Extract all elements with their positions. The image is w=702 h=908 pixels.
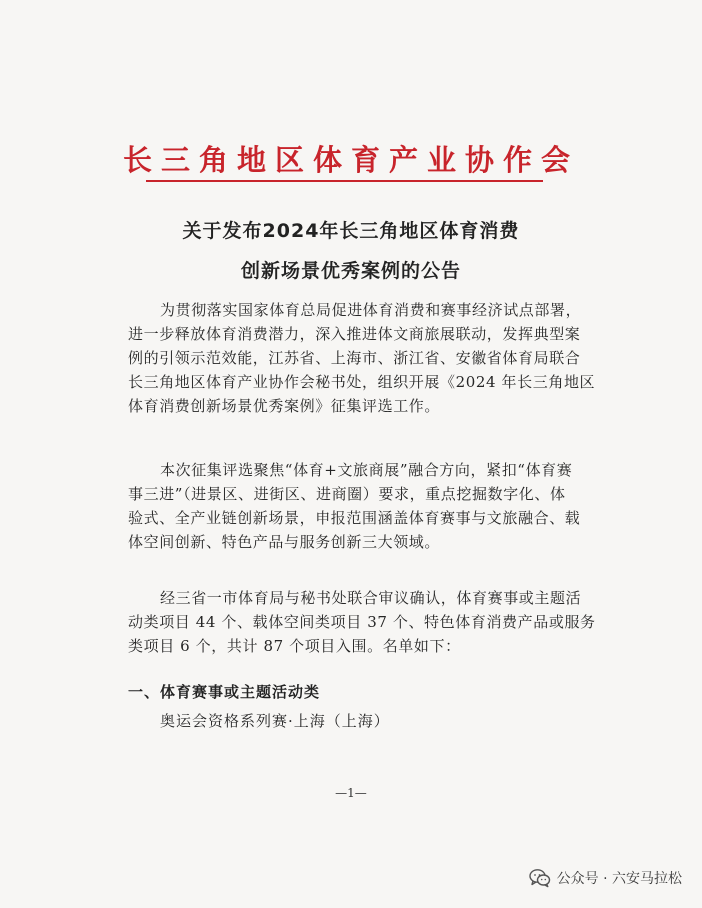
organization-header: 长三角地区体育产业协作会 [122,143,579,177]
paragraph-2 [128,458,581,554]
announcement-title-line-1: 关于发布2024年长三角地区体育消费 [182,220,520,242]
paragraph-3 [128,586,596,658]
paragraph-line: 为贯彻落实国家体育总局促进体育消费和赛事经济试点部署， [160,301,582,319]
paragraph-1 [128,298,596,418]
watermark-text: 公众号 · 六安马拉松 [556,871,682,887]
paragraph-line: 事三进”（进景区、进街区、进商圈）要求，重点挖掘数字化、体 [128,485,566,503]
page-number: —1— [335,786,367,800]
paragraph-line: 长三角地区体育产业协作会秘书处，组织开展《2024 年长三角地区 [128,373,596,391]
wechat-icon [529,868,551,888]
paragraph-line: 体育消费创新场景优秀案例》征集评选工作。 [128,397,441,415]
section-heading: 一、体育赛事或主题活动类 [128,683,321,701]
paragraph-line: 体空间创新、特色产品与服务创新三大领域。 [128,533,441,551]
paragraph-line: 本次征集评选聚焦“体育+文旅商展”融合方向，紧扣“体育赛 [160,461,573,479]
paragraph-line: 经三省一市体育局与秘书处联合审议确认，体育赛事或主题活 [160,589,582,607]
watermark [529,866,682,890]
paragraph-line: 例的引领示范效能，江苏省、上海市、浙江省、安徽省体育局联合 [128,349,581,367]
paragraph-line: 进一步释放体育消费潜力，深入推进体文商旅展联动，发挥典型案 [128,325,581,343]
paragraph-line: 验式、全产业链创新场景，申报范围涵盖体育赛事与文旅融合、载 [128,509,581,527]
list-item: 奥运会资格系列赛·上海（上海） [160,712,390,730]
announcement-title-line-2: 创新场景优秀案例的公告 [240,260,461,282]
paragraph-line: 类项目 6 个，共计 87 个项目入围。名单如下： [128,637,461,655]
paragraph-line: 动类项目 44 个、载体空间类项目 37 个、特色体育消费产品或服务 [128,613,596,631]
header-divider [146,180,543,182]
